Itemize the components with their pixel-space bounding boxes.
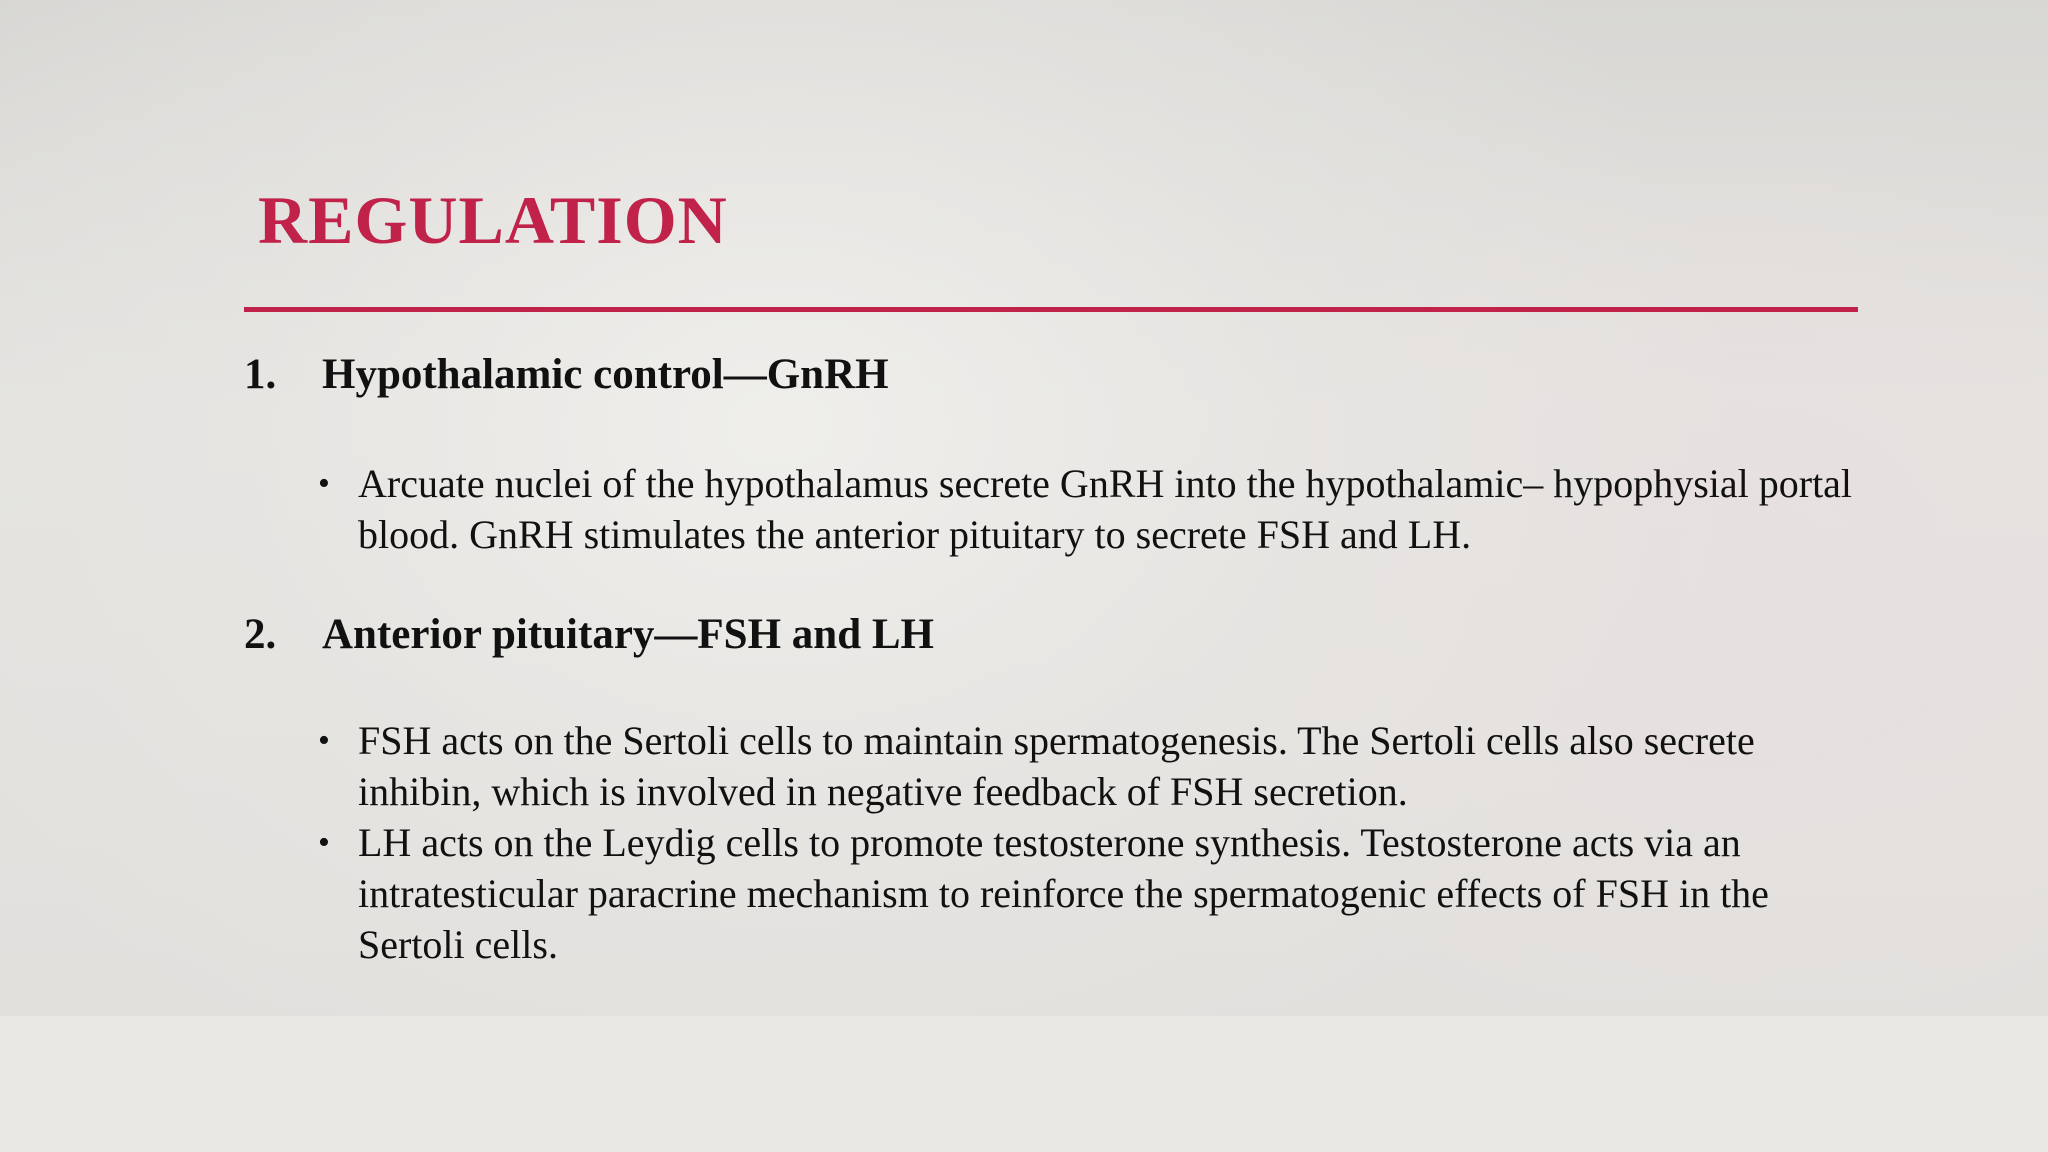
slide-title: REGULATION [258,182,728,258]
section-number: 2. [244,611,277,658]
slide-bottom-margin [0,1016,2048,1152]
bullet-item [318,817,1878,970]
section-heading-2 [244,610,934,660]
title-divider [244,307,1858,312]
bullet-item [318,458,1878,560]
bullet-icon: • [318,824,330,861]
bullet-text: LH acts on the Leydig cells to promote testosterone synthesis. Testosterone acts via an intratesticular paracrine mechanism to reinforce the spermatogenic effects of FSH in the Sertoli cells. [358,820,1769,967]
bullet-icon: • [318,722,330,759]
bullet-item [318,715,1878,817]
bullet-list-1 [318,458,1878,560]
section-number: 1. [244,351,277,398]
bullet-text: FSH acts on the Sertoli cells to maintain spermatogenesis. The Sertoli cells also secrete inhibin, which is involved in negative feedback of FSH secretion. [358,718,1755,814]
section-heading-1 [244,350,889,400]
bullet-text: Arcuate nuclei of the hypothalamus secrete GnRH into the hypothalamic– hypophysial portal blood. GnRH stimulates the anterior pituitary to secrete FSH and LH. [358,461,1853,557]
bullet-icon: • [318,465,330,502]
section-heading-text: Anterior pituitary—FSH and LH [322,611,934,658]
section-heading-text: Hypothalamic control—GnRH [322,351,889,398]
bullet-list-2 [318,715,1878,970]
